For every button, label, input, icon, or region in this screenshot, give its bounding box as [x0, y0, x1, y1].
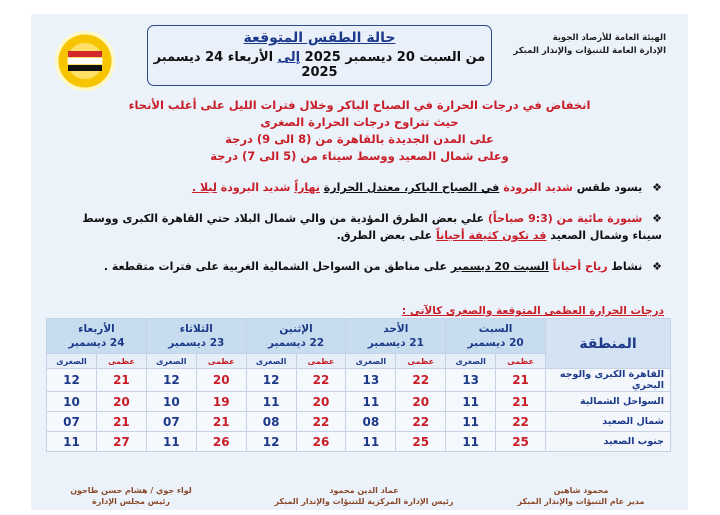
- max-temp-cell: 22: [496, 412, 546, 432]
- highlight-line: على المدن الجديدة بالقاهرة من (8 الى 9) درجة: [225, 132, 494, 146]
- max-temp-cell: 26: [296, 432, 346, 452]
- bullet-fog: ❖ شبورة مائية من (9:3 صباحاً) علي بعض الطرق المؤدية من والي شمال البلاد حتي القاهرة الكبرى ووسط سيناء وشمال الصعيد قد تكون كثيفة أحياناً على بعض الطرق.: [82, 212, 662, 242]
- min-temp-cell: 11: [47, 432, 97, 452]
- max-label: عظمى: [396, 354, 446, 369]
- title-box: [147, 25, 492, 86]
- date-to-word: إلى: [277, 50, 301, 65]
- highlight-line: حيث تتراوح درجات الحرارة الصغرى: [260, 115, 459, 129]
- max-temp-cell: 20: [296, 392, 346, 412]
- min-temp-cell: 10: [47, 392, 97, 412]
- max-label: عظمى: [196, 354, 246, 369]
- max-temp-cell: 25: [396, 432, 446, 452]
- max-temp-cell: 25: [496, 432, 546, 452]
- min-temp-cell: 12: [47, 369, 97, 392]
- max-temp-cell: 21: [96, 369, 146, 392]
- ema-logo-icon: [55, 31, 115, 91]
- max-label: عظمى: [96, 354, 146, 369]
- region-cell: شمال الصعيد: [546, 412, 671, 432]
- min-label: الصغرى: [146, 354, 196, 369]
- agency-line: الإدارة العامة للتنبؤات والإنذار المبكر: [513, 46, 666, 56]
- highlight-line: وعلى شمال الصعيد ووسط سيناء من (5 الى 7) درجة: [210, 149, 509, 163]
- signature-block: محمود شاهين مدير عام التنبؤات والإنذار المبكر: [517, 486, 645, 506]
- min-temp-cell: 13: [446, 369, 496, 392]
- min-label: الصغرى: [246, 354, 296, 369]
- date-range: [148, 50, 491, 80]
- max-temp-cell: 22: [396, 412, 446, 432]
- min-temp-cell: 10: [146, 392, 196, 412]
- min-temp-cell: 07: [47, 412, 97, 432]
- region-cell: القاهرة الكبرى والوجه البحري: [546, 369, 671, 392]
- day-header: الأحد 21 ديسمبر: [346, 319, 446, 354]
- page-title: حالة الطقس المتوقعة: [243, 30, 396, 46]
- temperature-table: [46, 318, 671, 452]
- max-temp-cell: 20: [396, 392, 446, 412]
- max-temp-cell: 21: [196, 412, 246, 432]
- min-label: الصغرى: [446, 354, 496, 369]
- min-temp-cell: 11: [346, 392, 396, 412]
- min-temp-cell: 11: [246, 392, 296, 412]
- region-header: المنطقة: [546, 319, 671, 369]
- max-temp-cell: 20: [96, 392, 146, 412]
- min-temp-cell: 08: [246, 412, 296, 432]
- signature-block: عماد الدين محمود رئيس الإدارة المركزية للتنبؤات والإنذار المبكر: [274, 486, 454, 506]
- min-temp-cell: 08: [346, 412, 396, 432]
- min-temp-cell: 07: [146, 412, 196, 432]
- region-cell: السواحل الشمالية: [546, 392, 671, 412]
- date-end: الأربعاء 24 ديسمبر 2025: [153, 50, 338, 80]
- min-temp-cell: 13: [346, 369, 396, 392]
- max-temp-cell: 22: [296, 369, 346, 392]
- min-temp-cell: 11: [446, 412, 496, 432]
- date-from: من السبت 20 ديسمبر 2025: [304, 50, 486, 65]
- max-label: عظمى: [496, 354, 546, 369]
- max-temp-cell: 22: [296, 412, 346, 432]
- day-header: الثلاثاء 23 ديسمبر: [146, 319, 246, 354]
- forecast-bullets: [49, 179, 662, 289]
- min-label: الصغرى: [346, 354, 396, 369]
- table-title: درجات الحرارة العظمى المتوقعة والصغرى كالآتى :: [401, 305, 664, 317]
- max-temp-cell: 21: [496, 392, 546, 412]
- min-temp-cell: 12: [246, 432, 296, 452]
- table-row: [47, 369, 671, 392]
- min-temp-cell: 11: [446, 392, 496, 412]
- diamond-bullet-icon: ❖: [652, 212, 662, 225]
- day-header: الإثنين 22 ديسمبر: [246, 319, 346, 354]
- highlights: [51, 97, 668, 165]
- highlight-line: انخفاض في درجات الحرارة في الصباح الباكر وخلال فترات الليل على أغلب الأنحاء: [128, 98, 591, 112]
- table-row: [47, 392, 671, 412]
- diamond-bullet-icon: ❖: [652, 181, 662, 194]
- bullet-general: ❖ يسود طقس شديد البرودة في الصباح الباكر، معتدل الحرارة نهاراً شديد البرودة ليلا .: [191, 181, 662, 194]
- table-row: [47, 412, 671, 432]
- min-temp-cell: 11: [446, 432, 496, 452]
- min-temp-cell: 11: [146, 432, 196, 452]
- bullet-wind: ❖ نشاط رياح أحياناً السبت 20 ديسمبر على مناطق من السواحل الشمالية الغربية على فترات متقطعة .: [103, 260, 662, 273]
- diamond-bullet-icon: ❖: [652, 260, 662, 273]
- bulletin-sheet: [31, 14, 688, 510]
- min-temp-cell: 12: [146, 369, 196, 392]
- signature-block: لواء جوي / هشام حسن طاحون رئيس مجلس الإدارة: [70, 486, 192, 506]
- min-label: الصغرى: [47, 354, 97, 369]
- day-header: الأربعاء 24 ديسمبر: [47, 319, 147, 354]
- max-temp-cell: 22: [396, 369, 446, 392]
- max-temp-cell: 20: [196, 369, 246, 392]
- max-temp-cell: 19: [196, 392, 246, 412]
- max-temp-cell: 21: [96, 412, 146, 432]
- max-temp-cell: 21: [496, 369, 546, 392]
- agency-line: الهيئة العامة للأرصاد الجوية: [552, 33, 666, 43]
- min-temp-cell: 12: [246, 369, 296, 392]
- max-temp-cell: 26: [196, 432, 246, 452]
- region-cell: جنوب الصعيد: [546, 432, 671, 452]
- max-temp-cell: 27: [96, 432, 146, 452]
- agency-name: [506, 32, 666, 58]
- day-header: السبت 20 ديسمبر: [446, 319, 546, 354]
- table-row: [47, 432, 671, 452]
- min-temp-cell: 11: [346, 432, 396, 452]
- max-label: عظمى: [296, 354, 346, 369]
